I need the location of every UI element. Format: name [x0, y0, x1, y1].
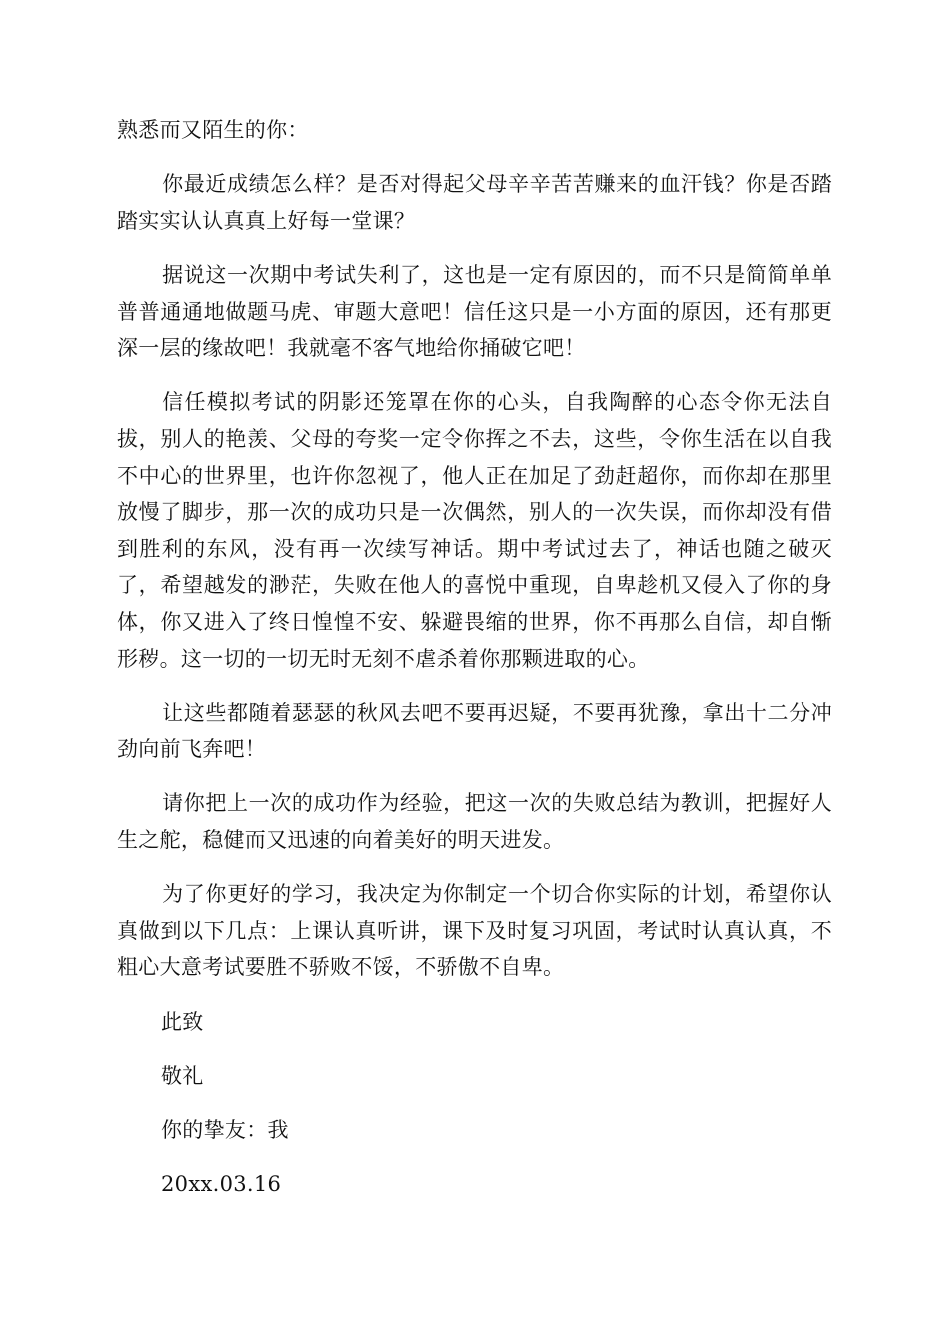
- letter-closing-jingli: 敬礼: [161, 1063, 204, 1088]
- letter-body: [117, 112, 832, 1220]
- letter-paragraph-6: 为了你更好的学习，我决定为你制定一个切合你实际的计划，希望你认真做到以下几点：上课认真听讲，课下及时复习巩固，考试时认真认真，不粗心大意考试要胜不骄败不馁，不骄傲不自卑。: [117, 882, 832, 980]
- letter-paragraph-5: 请你把上一次的成功作为经验，把这一次的失败总结为教训，把握好人生之舵，稳健而又迅速的向着美好的明天进发。: [117, 791, 832, 853]
- letter-closing-cizhi: 此致: [161, 1009, 204, 1034]
- letter-date: 20xx.03.16: [161, 1172, 282, 1197]
- letter-paragraph-4: 让这些都随着瑟瑟的秋风去吧不要再迟疑，不要再犹豫，拿出十二分冲劲向前飞奔吧！: [117, 700, 832, 762]
- letter-paragraph-3: 信任模拟考试的阴影还笼罩在你的心头，自我陶醉的心态令你无法自拔，别人的艳羡、父母的夸奖一定令你挥之不去，这些，令你生活在以自我不中心的世界里，也许你忽视了，他人正在加足了劲赶超你，而你却在那里放慢了脚步，那一次的成功只是一次偶然，别人的一次失误，而你却没有借到胜利的东风，没有再一次续写神话。期中考试过去了，神话也随之破灭了，希望越发的渺茫，失败在他人的喜悦中重现，自卑趁机又侵入了你的身体，你又进入了终日惶惶不安、躲避畏缩的世界，你不再那么自信，却自惭形秽。这一切的一切无时无刻不虐杀着你那颗进取的心。: [117, 390, 832, 671]
- letter-paragraph-2: 据说这一次期中考试失利了，这也是一定有原因的，而不只是简简单单普普通通地做题马虎、审题大意吧！信任这只是一小方面的原因，还有那更深一层的缘故吧！我就毫不客气地给你捅破它吧！: [117, 262, 832, 361]
- letter-paragraph-1: 你最近成绩怎么样？是否对得起父母辛辛苦苦赚来的血汗钱？你是否踏踏实实认认真真上好每一堂课？: [117, 172, 832, 233]
- letter-signature: 你的挚友：我: [161, 1118, 289, 1142]
- letter-salutation: 熟悉而又陌生的你：: [117, 118, 309, 142]
